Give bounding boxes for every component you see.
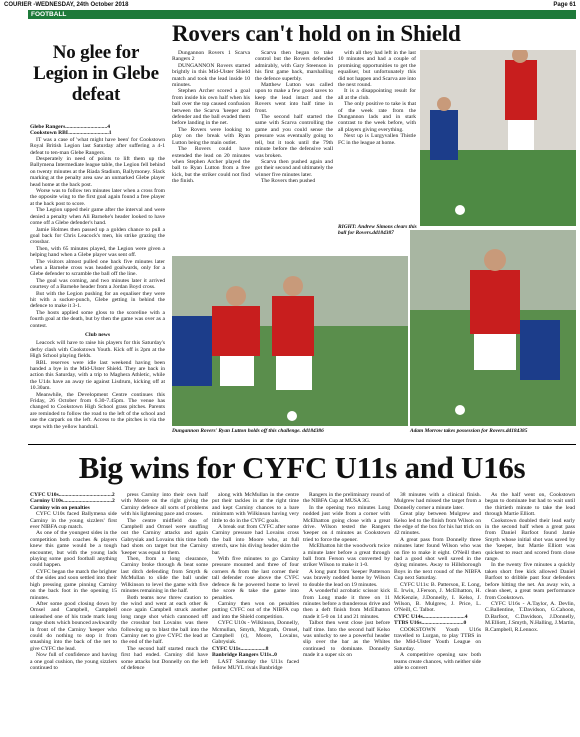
shield-headline: Rovers can't hold on in Shield xyxy=(172,21,461,46)
club-news-para: Leacock will have to raise his players for this Saturday's derby clash with Cookstown Youth. Kick off is 2pm at the High School playing fields. xyxy=(30,340,165,360)
cyfc-para: A break out from CYFC after some Carniny pressure had Lovains cross the ball into Moore who, at full stretch, saw his diving header skim the bar. xyxy=(212,524,299,556)
legion-score-1: 4 xyxy=(107,124,111,130)
legion-para: Worse was to follow ten minutes later when a cross from the opposite wing to the first goal again found a free player at the back post to score. xyxy=(30,188,165,207)
cyfc-para: CYFC U10s faced Ballymena side Carniny in the young sizzlers' first ever NIBFA cup match. xyxy=(30,511,117,531)
cyfc-para: The second half started much the first had ended. Carniny did have some attacks but Donnelly on the left of defence xyxy=(121,645,208,671)
cyfc-score-team: TTBS U16s xyxy=(394,620,422,627)
page-header xyxy=(4,0,576,10)
shield-para: The only positive to take is that of the week rate from the Dungannon lads and in stark contrast to the week before, with all players giving everything. xyxy=(338,101,416,133)
legion-para: The visitors almost pulled one back five minutes later when a Barnehe cross was headed goalwards, only for a Glebe defender to scramble the ball off the line. xyxy=(30,258,165,278)
legion-team-2: Cookstown RBL xyxy=(30,130,70,137)
cyfc-para: As one of the youngest sides in the competition both coaches & players knew this game would be a tough encounter, but with the young lads playing some good football anything could happen. xyxy=(30,530,117,569)
cyfc-para: LAST Saturday the U11s faced fellow MUYL rivals Banbridge xyxy=(212,658,299,671)
cyfc-para: along with McMullan in the centre put their tackles in at the right time and kept Carniny chances to a bare minimum with Wilkinson having very little to do in the CYFC goals. xyxy=(212,492,299,524)
legion-para: Desperately in need of points to lift them up the Ballymena Intermediate league table, the Legion fell behind on twenty minutes at the Riada Stadium, Ballymoney. Slack marking at the penalty area saw an unmarked Glebe player head home at the back post. xyxy=(30,156,165,188)
cyfc-para: Rangers in the preliminary round of the NIBFA Cup at MUSA 3G. xyxy=(303,492,390,505)
legion-para: The goal was coming, and two minutes later it arrived courtesy of a Barnehe header from a Jordan Boyd cross. xyxy=(30,277,165,291)
cyfc-para: CYFC began the match the brighter of the sides and soon settled into their high pressing game pinning Carniny on the back foot in the opening 15 minutes. xyxy=(30,568,117,601)
shield-column-3 xyxy=(338,50,416,220)
cyfc-para: Talbot then went close just before half time. Into the second half Kelso was unlucky to see a powerful header slip over the bar as the Whites continued to dominate. Donnelly made it a super six on xyxy=(303,620,390,659)
section-banner: FOOTBALL xyxy=(28,10,576,19)
cyfc-para: press Carniny into their own half with Moore on the right giving the Carniny defence all sorts of problems with his lightening pace and crosses. xyxy=(121,492,208,518)
shield-para: The Rovers then pushed xyxy=(261,178,316,185)
photo-rovers-clearance xyxy=(420,50,576,226)
cyfc-subhead: Carniny win on penalties xyxy=(30,504,90,511)
cyfc-score-team: CYFC U11s xyxy=(212,645,241,652)
shield-column-1 xyxy=(172,50,250,256)
photo-morrow-possession xyxy=(410,230,576,426)
club-news-heading: Club news xyxy=(84,332,111,338)
legion-para: The hosts applied some gloss to the scoreline with a fourth goal at the death, but by then the game was over as a contest. xyxy=(30,309,165,329)
legion-score-line: Cookstown RBL............................1 xyxy=(30,130,112,137)
cyfc-para: Carniny then won on penalties putting CYFC out of the NIBFA cup and into the Shield competition. xyxy=(212,600,299,620)
cyfc-para: In the twenty five minutes a quickly taken short free kick allowed Daniel Barfoot to dribble past four defenders before hitting the net. An away win, a clean sheet, a great team performance from Cookstown. xyxy=(485,562,575,601)
shield-column-2 xyxy=(255,50,333,256)
club-news-para: RBL reserves were idle last weekend having been handed a bye in the Mid-Ulster Shield. They are back in action this Saturday, with a trip to Maghera Athletic, while the U14s have an away tie against Lisdrum, kicking off at 10.30am. xyxy=(30,359,165,392)
cyfc-column-3: along with McMullan in the centre put their tackles in at the right time and kept Carniny chances to a bare minimum with Wilkinson having very little to do in the CYFC goals. A break out from CYFC after some Carniny pressure had Lovains cross the ball into Moore who, at full stretch, saw his diving header skim the bar. With five minutes to go Carniny pressure mounted and three of four corners & from the last corner their tall defender rose above the CYFC defence & he powered home to level the score & take the game into penalties. Carniny then won on penalties putting CYFC out of the NIBFA cup and into the Shield competition. CYFC U10s - Wilkinson, Donnelly, Mcmullan, Smyth, Mcgrath, Ornsel, Campbell (c), Moore, Lovains, Gabrysiak. CYFC U11s..................8 Banbridge Rangers U11s..0 LAST Saturday the U11s faced fellow MUYL rivals Banbridge xyxy=(212,492,299,671)
cyfc-score-value: 0 xyxy=(274,652,277,659)
shield-para: The second half started the same with Scarva controlling the game and you could sense the pressure was eventually going to tell, but it took until the 79th minute before the defensive wall was broken. xyxy=(255,114,333,159)
cyfc-headline: Big wins for CYFC U11s and U16s xyxy=(78,450,526,485)
cyfc-para: CYFC U11s: B. Patterson, E. Long, E. Irwin, J.Ferson, J. McElhatton, H. McKenzie, J.Donnelly, I. Kelso, J. Wilson, B. Mulgrew, J. Price, L. O'Neill, C. Talbot. xyxy=(394,581,481,614)
shield-para: with all they had left in the last 10 minutes and had a couple of promising opportunities to get the equaliser, but unfortunately this did not happen and Scarva are into the next round. xyxy=(338,50,416,89)
cyfc-para: Cookstown doubled their lead early in the second half when a great pass from Daniel Barfoot found Jamie Smyth whose initial shot was saved by the 'keeper, but Martie Elliott was quickest to react and scored from close range. xyxy=(485,517,575,563)
cyfc-para: A long punt from 'keeper Patterson was bravely nodded home by Wilson to double the lead on 19 minutes. xyxy=(303,568,390,588)
shield-para: It is a disappointing result for all at the club. xyxy=(338,88,416,101)
cyfc-score-team: Banbridge Rangers U11s xyxy=(212,652,272,659)
cyfc-para: A great pass from Donnelly three minutes later found Wilson who was on fire to make it eight. O'Neill then had a good shot well saved in the dying minutes. Away to Hillsborough Boys in the next round of the NIBFA Cup next Saturday. xyxy=(394,536,481,582)
cyfc-para: CYFC U16s - A.Taylor, A. Devlin, C.Ballentine, T.Davidson, G.Cahoon, D.Barfoot, C.Davidson, J.Donnelly, M.Elliott, J.Smyth, N.Halling, J.Martin, R.Campbell, R.Lennox. xyxy=(485,600,575,633)
cyfc-para: Both teams now threw caution to the wind and went at each other & once again Campbell struck another long range shot which cannoned off the crossbar but Lovains was there following up to blast the ball into the Carniny net to give CYFC the lead at the end of the half. xyxy=(121,594,208,646)
legion-score-2: 1 xyxy=(108,130,112,137)
cyfc-para: In the opening two minutes Long nodded just wide from a corner with McElhatton going close with a great drive. Wilson tested the Rangers 'keeper on 4 minutes as Cookstown tried to force the opener. xyxy=(303,504,390,543)
cyfc-para: The centre midfield duo of Campbell and Ornsel were snuffing out the Carniny attacks and again Gabrysiak and Lovains this time both had shots on target but the Carniny 'keeper was equal to them. xyxy=(121,517,208,556)
cyfc-column-4 xyxy=(303,492,390,732)
cyfc-score-value: 4 xyxy=(464,613,468,620)
cyfc-para: COOKSTOWN Youth U16s travelled to Lurgan, to play TTBS in the Mid-Ulster Youth League on Saturday. xyxy=(394,626,481,652)
cyfc-para: As the half went on, Cookstown began to dominate but had to wait until the thirtieth minute to take the lead through Martie Elliott. xyxy=(485,492,575,518)
cyfc-para: McElhatton hit the woodwork twice a minute later before a great through ball from Ferson was converted by striker Wilson to make it 1-0. xyxy=(303,543,390,569)
right-photo-caption: RIGHT: Andrew Simons clears this ball for Rovers.dd184387 xyxy=(338,224,417,237)
cyfc-para: A wonderful acrobatic scissor kick from Long made it three on 11 minutes before a thunderous drive and then a deft finish from McElhatton made it 5-0 on 14 and 21 minutes. xyxy=(303,588,390,620)
cyfc-para: Now full of confidence and having a one goal cushion, the young sizzlers continued to xyxy=(30,652,117,671)
cyfc-score-team: CYFC U14s xyxy=(394,613,423,620)
cyfc-para: With five minutes to go Carniny pressure mounted and three of four corners & from the last corner their tall defender rose above the CYFC defence & he powered home to level the score & take the game into penalties. xyxy=(212,556,299,601)
cyfc-column-5: 38 minutes with a clinical finish. Mulgrew had missed the target from a Donnelly corner a minute later. Great play between Mulgrew and Kelso led to the finish from Wilson on the edge of the box for his hat trick on 42 minutes. A great pass from Donnelly three minutes later found Wilson who was on fire to make it eight. O'Neill then had a good shot well saved in the dying minutes. Away to Hillsborough Boys in the next round of the NIBFA Cup next Saturday. CYFC U11s: B. Patterson, E. Long, E. Irwin, J.Ferson, J. McElhatton, H. McKenzie, J.Donnelly, I. Kelso, J. Wilson, B. Mulgrew, J. Price, L. O'Neill, C. Talbot. CYFC U14s..............................4 TTBS U16s..............................0 COOKSTOWN Youth U16s travelled to Lurgan, to play TTBS in the Mid-Ulster Youth League on Saturday. A competitive opening saw both teams create chances, with neither side able to convert xyxy=(394,492,481,671)
legion-para: But with the Legion pushing for an equaliser they were hit with a sucker-punch, Glebe getting in behind the defence to make it 3-1. xyxy=(30,290,165,310)
photo-lutton-challenge xyxy=(172,256,408,426)
header-date: COURIER -WEDNESDAY, 24th October 2018 xyxy=(4,2,129,8)
shield-para: The Rovers were looking to play on the break with Ryan Lutton being the main outlet. xyxy=(172,126,250,146)
shield-para: DUNGANNON Rovers started brightly in this Mid-Ulster Shield match and took the lead inside 10 minutes. xyxy=(172,62,250,89)
section-divider xyxy=(28,444,576,445)
cyfc-column-2 xyxy=(121,492,208,732)
legion-para: IT was a case of 'what might have been' for Cookstown Royal British Legion last Saturday after suffering a 4-1 defeat to ten-man Glebe Rangers. xyxy=(30,136,165,156)
legion-team-1: Glebe Rangers xyxy=(30,124,66,130)
legion-para: The Legion upped their game after the interval and were denied a penalty when Ali Barnehe's header looked to have come off a Glebe defender's hand. xyxy=(30,207,165,227)
cyfc-para: 38 minutes with a clinical finish. Mulgrew had missed the target from a Donnelly corner a minute later. xyxy=(394,492,481,511)
shield-score-line: Dungannon Rovers 1 Scarva Rangers 2 xyxy=(172,50,250,63)
cyfc-score-value: 0 xyxy=(463,620,467,627)
cyfc-para: A competitive opening saw both teams create chances, with neither side able to convert xyxy=(394,652,481,671)
cyfc-para: Great play between Mulgrew and Kelso led to the finish from Wilson on the edge of the box for his hat trick on 42 minutes. xyxy=(394,511,481,537)
legion-headline: No glee for Legion in Glebe defeat xyxy=(33,42,159,105)
cyfc-column-6 xyxy=(485,492,575,732)
shield-para: Scarva then pushed again and got their second and ultimately the winner five minutes later. xyxy=(255,158,333,178)
club-news-para: Meanwhile, the Development Centre continues this Friday, 26 October from 6.30-7.45pm. The venue has changed to Cookstown High School grass pitches. Parents are reminded to follow the road to the left of the school and use the carpark on the left. Access to the pitches is via the steps with the yellow handrail. xyxy=(30,391,165,430)
cyfc-para: CYFC U10s - Wilkinson, Donnelly, Mcmullan, Smyth, Mcgrath, Ornsel, Campbell (c), Moore, Lovains, Gabrysiak. xyxy=(212,620,299,646)
cyfc-para: Then, from a long clearance, Carniny broke through & beat some last ditch defending from Smyth & McMullan to slide the ball under Wilkinson to level the game with five minutes remaining in the half. xyxy=(121,556,208,595)
header-page-number: Page 61 xyxy=(553,2,576,8)
cyfc-para: After some good closing down by Ornsel and Campbell, Campbell unleashed one of his trade mark long range shots which bounced awkwardly in front of the Carniny 'keeper who could do nothing to stop it from smashing into the back of the net to give CYFC the lead. xyxy=(30,600,117,652)
legion-para: Then, with 65 minutes played, the Legion were given a helping hand when a Glebe player was sent off. xyxy=(30,245,165,259)
lutton-photo-caption: Dungannon Rovers' Ryan Lutton holds off this challenge. dd184386 xyxy=(172,428,324,434)
shield-para: Next up is Lurgyvallen Thistle FC in the league at home. xyxy=(338,133,416,146)
cyfc-score-value: 8 xyxy=(265,645,269,652)
shield-para: The Rovers could have extended the lead on 20 minutes when Stephen Archer played the ball to Ryan Lutton from a free kick, but the striker could not find the finish. xyxy=(172,146,250,185)
morrow-photo-caption: Adam Morrow takes possession for Rovers.dd184385 xyxy=(410,428,528,434)
legion-score-line: Glebe Rangers..............................4 xyxy=(30,124,111,130)
shield-para: Stephen Archer scored a goal from inside his own half when his ball over the top caused confusion between the Scarva 'keeper and defender and the ball evaded them before landing in the net. xyxy=(172,88,250,127)
shield-para: Scarva then began to take control but the Rovers defended admirably, with Gary Steenson in his first game back, marshalling the defence superbly. xyxy=(255,50,333,82)
legion-para: Jamie Holmes then passed up a golden chance to pull a goal back for Chris Leacock's men, his strike grazing the crossbar. xyxy=(30,226,165,246)
cyfc-column-1 xyxy=(30,492,117,732)
shield-para: Matthew Lutton was called upon to make a few good saves to keep the lead intact and the Rovers went into half time in front. xyxy=(255,82,333,114)
cyfc-score-line: Carniny U10s...................................2 xyxy=(30,498,115,505)
cyfc-score-line: CYFC U10s......................................2 xyxy=(30,492,115,498)
